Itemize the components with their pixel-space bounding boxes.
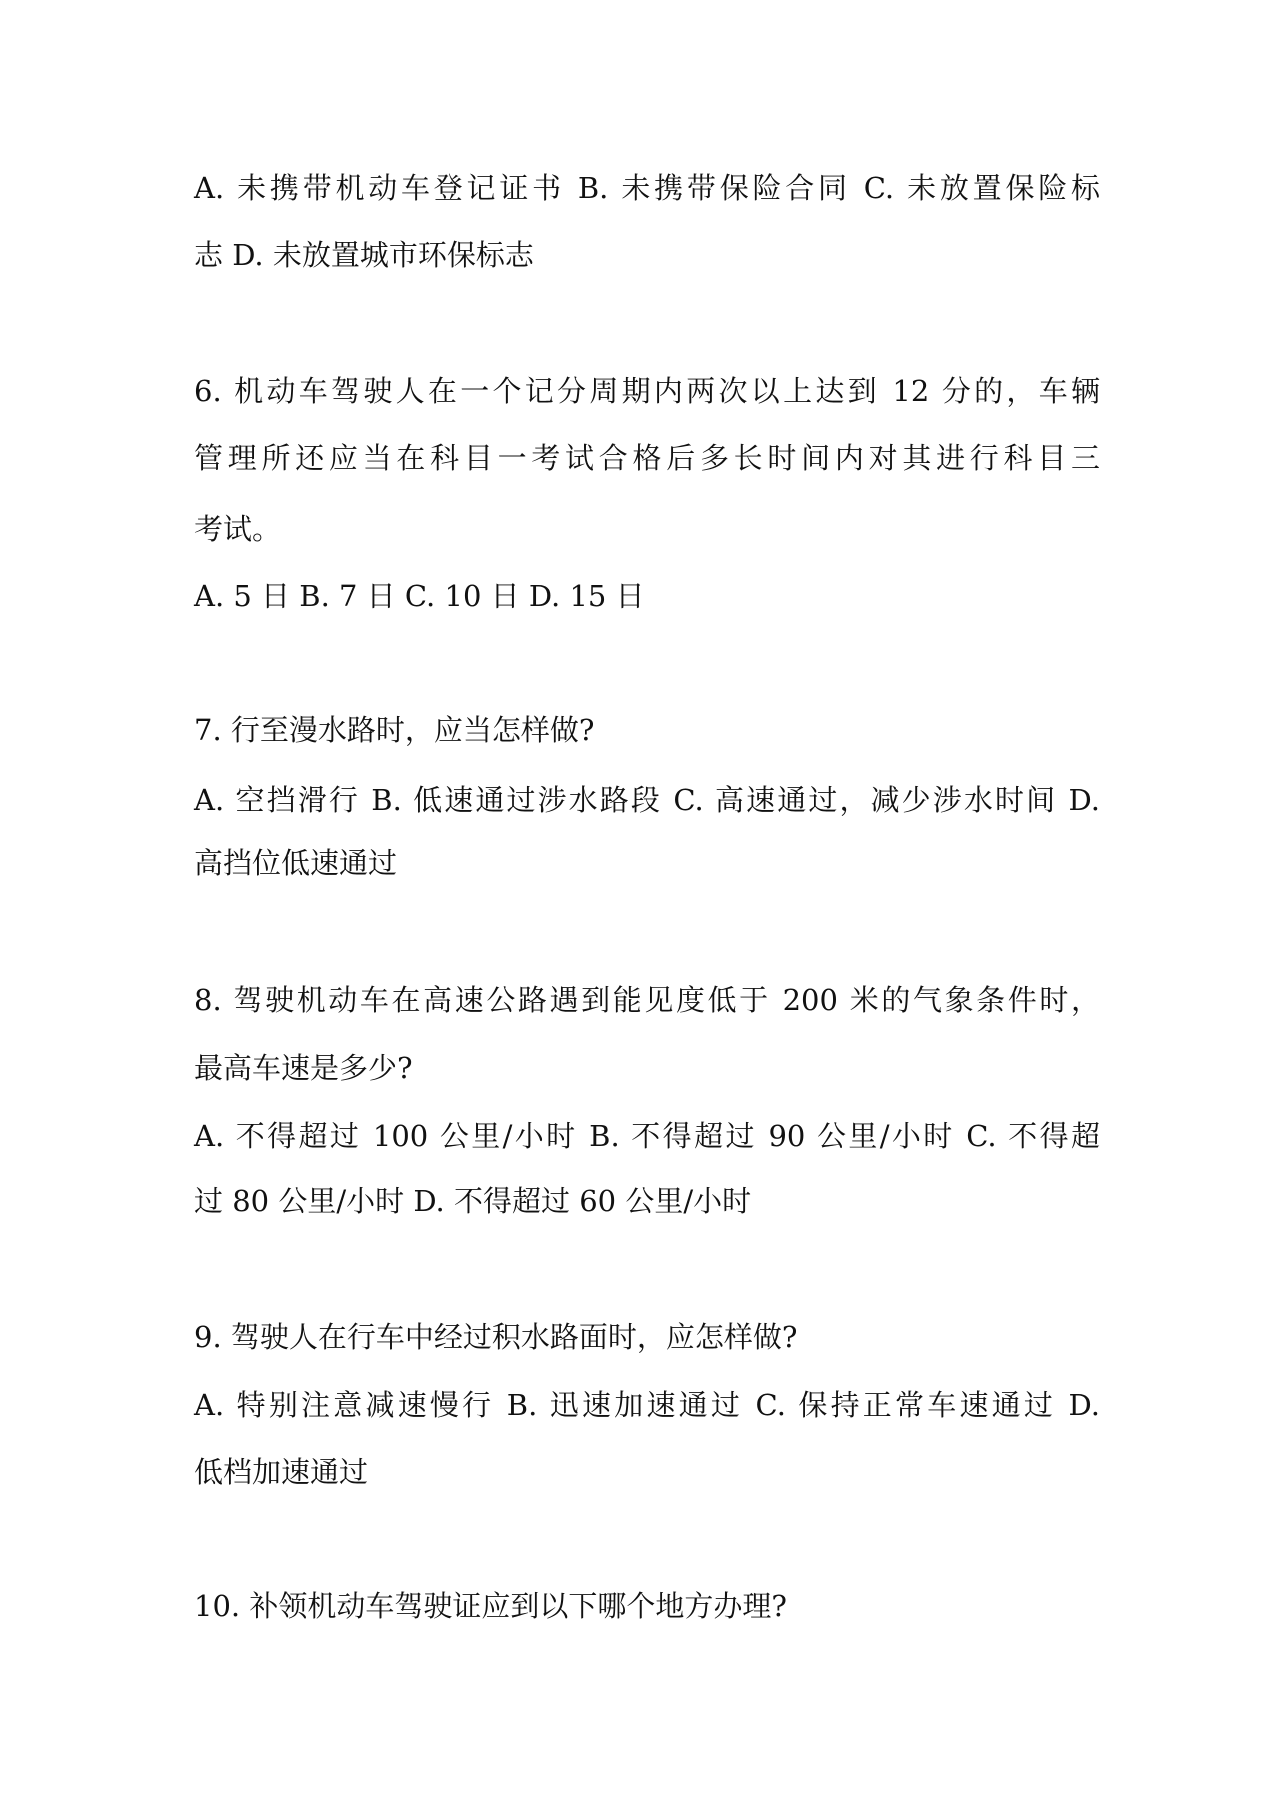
q5-options-line: A. 未携带机动车登记证书 B. 未携带保险合同 C. 未放置保险标 <box>194 171 1100 205</box>
q7-question: 7. 行至漫水路时，应当怎样做? <box>194 713 595 747</box>
q9-question: 9. 驾驶人在行车中经过积水路面时，应怎样做? <box>194 1320 798 1354</box>
q8-options-line: A. 不得超过 100 公里/小时 B. 不得超过 90 公里/小时 C. 不得超 <box>194 1119 1100 1153</box>
q6-question-line: 6. 机动车驾驶人在一个记分周期内两次以上达到 12 分的，车辆 <box>194 374 1100 408</box>
q10-question: 10. 补领机动车驾驶证应到以下哪个地方办理? <box>194 1589 787 1623</box>
q7-options-line: A. 空挡滑行 B. 低速通过涉水路段 C. 高速通过，减少涉水时间 D. <box>194 783 1100 817</box>
q7-options-line: 高挡位低速通过 <box>194 846 398 880</box>
q6-options: A. 5 日 B. 7 日 C. 10 日 D. 15 日 <box>194 579 645 613</box>
q8-question-line: 8. 驾驶机动车在高速公路遇到能见度低于 200 米的气象条件时， <box>194 983 1100 1017</box>
q6-question-line: 管理所还应当在科目一考试合格后多长时间内对其进行科目三 <box>194 441 1100 475</box>
q8-options-line: 过 80 公里/小时 D. 不得超过 60 公里/小时 <box>194 1184 752 1218</box>
q8-question-line: 最高车速是多少? <box>194 1051 413 1085</box>
q9-options-line: A. 特别注意减速慢行 B. 迅速加速通过 C. 保持正常车速通过 D. <box>194 1388 1100 1422</box>
q5-options-line: 志 D. 未放置城市环保标志 <box>194 238 534 272</box>
q9-options-line: 低档加速通过 <box>194 1455 369 1489</box>
q6-question-line: 考试。 <box>194 512 282 546</box>
